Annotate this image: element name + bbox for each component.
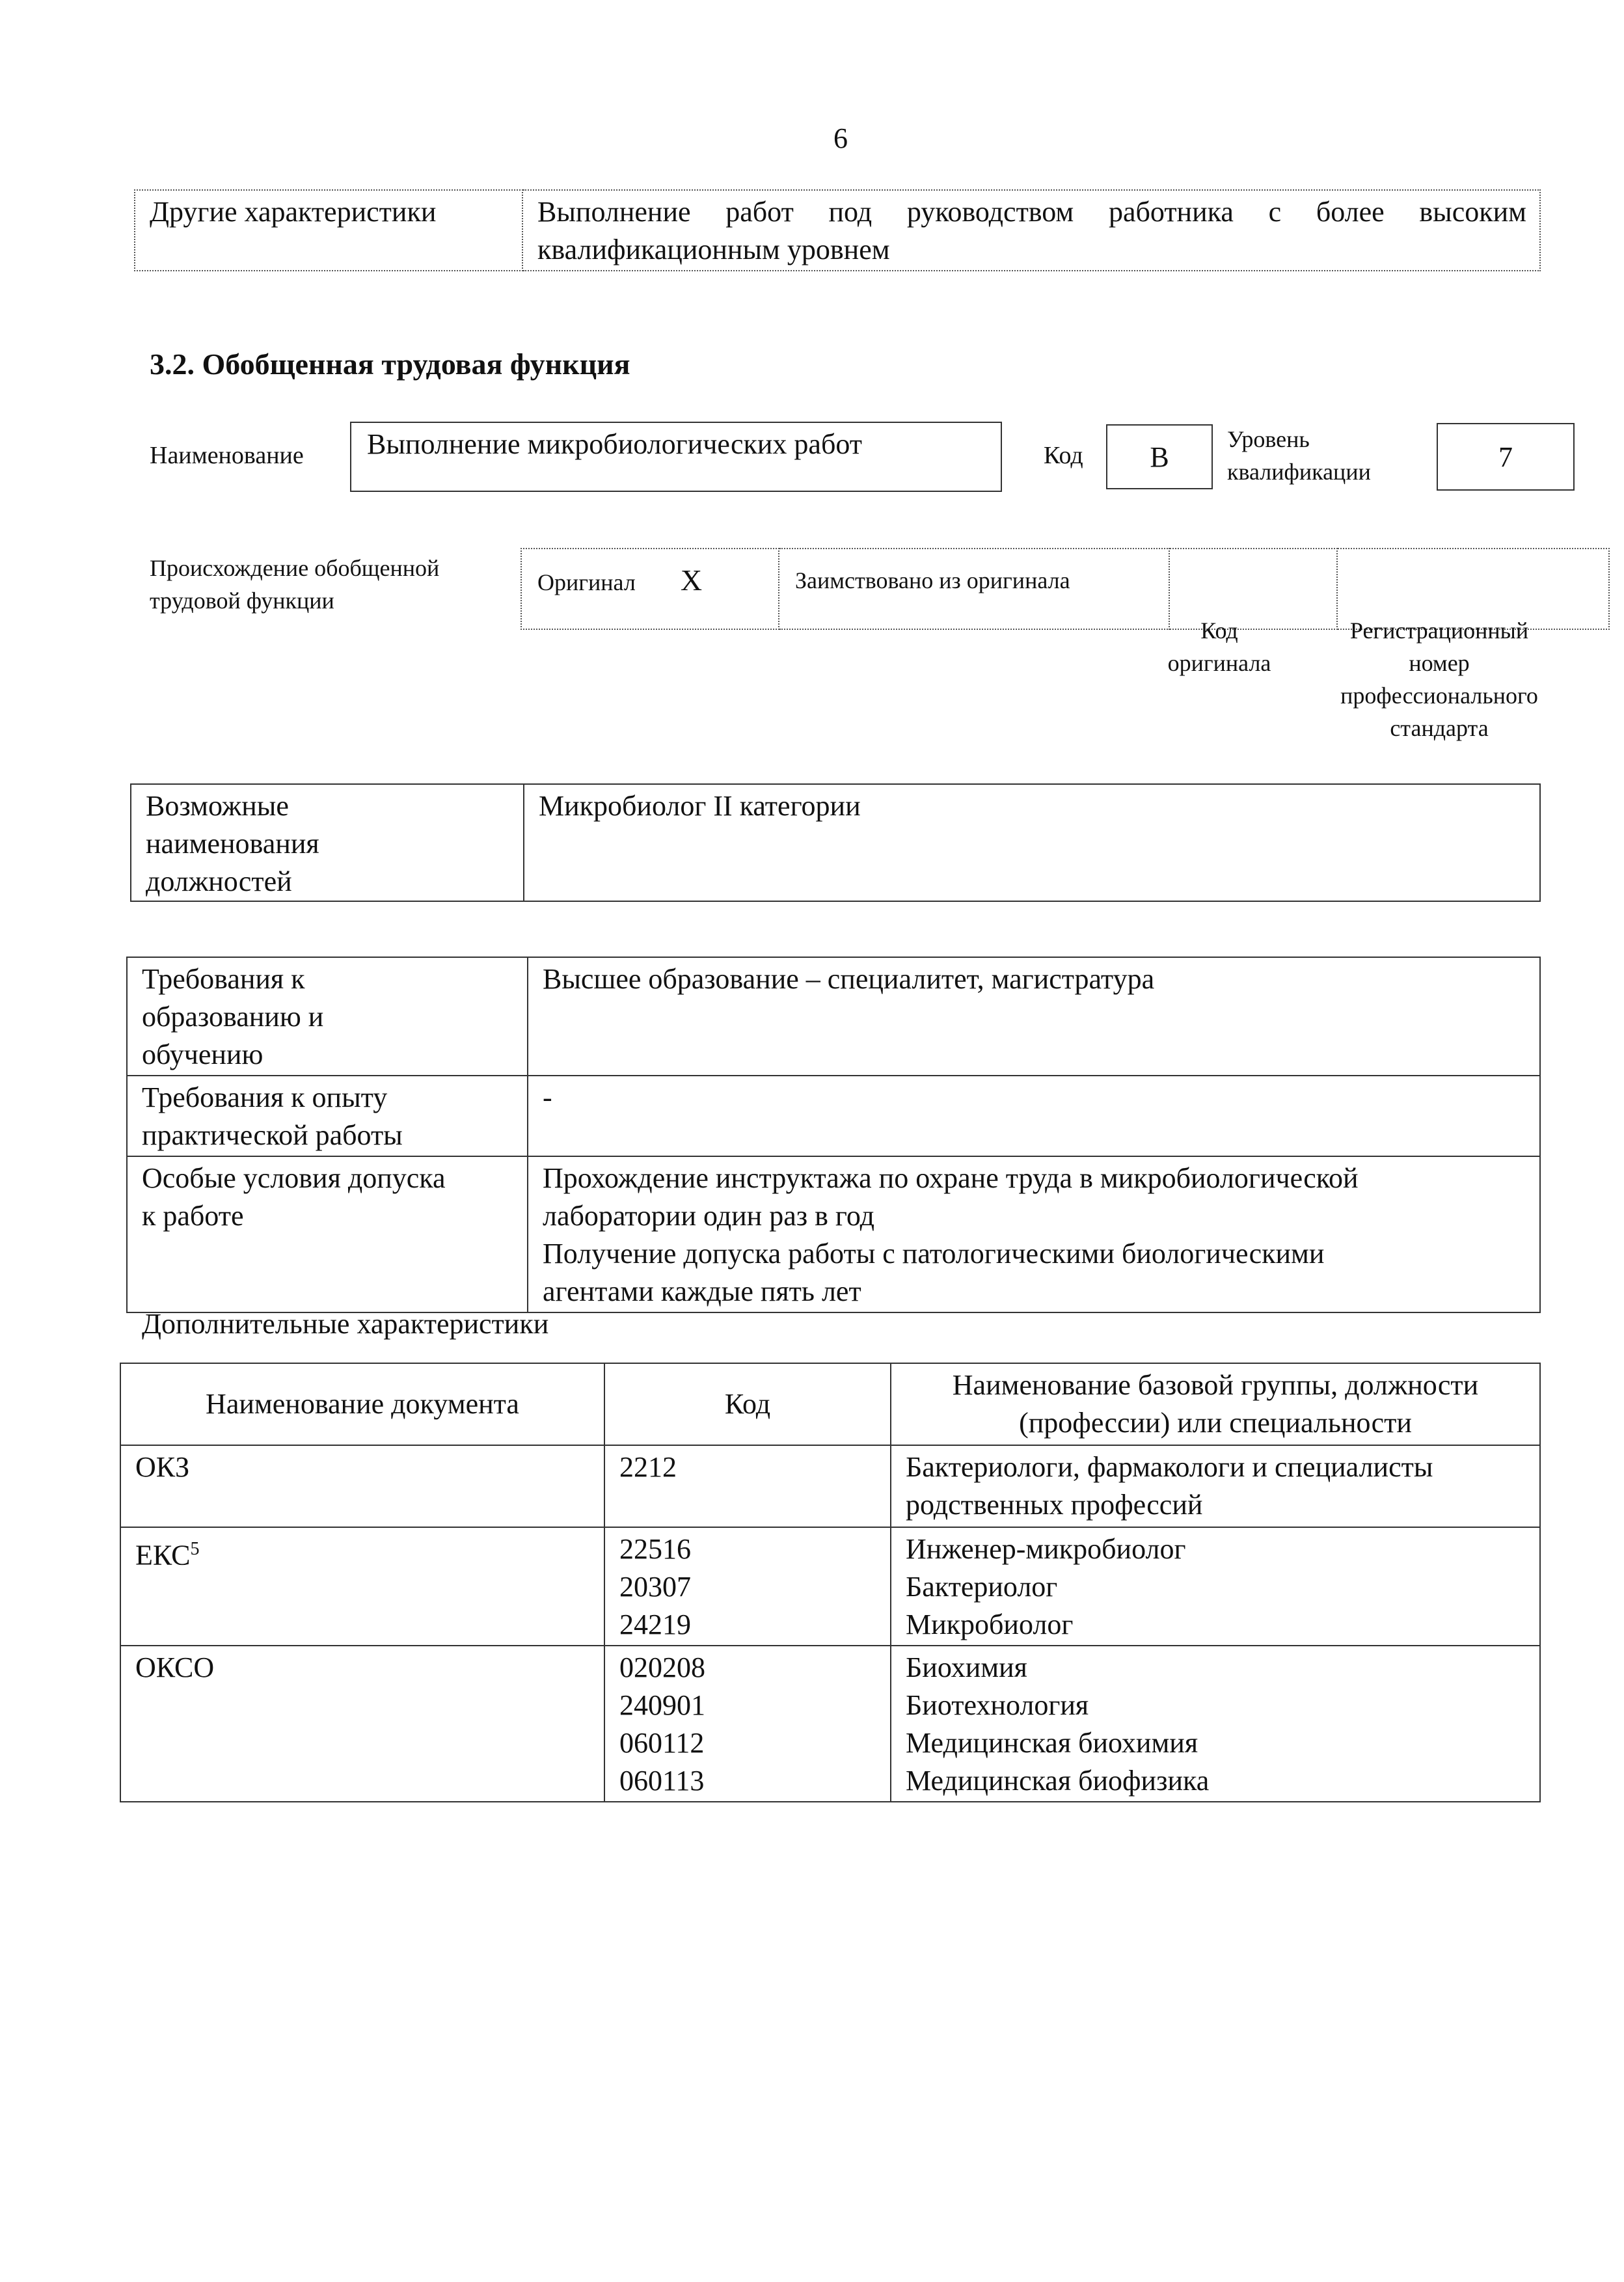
row-doc-text: ОКСО [135,1651,215,1683]
row-name: родственных профессий [906,1489,1203,1521]
requirements-value-line: - [543,1081,552,1113]
header-name-line1: Наименование базовой группы, должности [952,1369,1479,1401]
origin-original-mark: X [680,564,703,597]
row-name: Биотехнология [906,1689,1089,1721]
positions-label-line1: Возможные [146,790,289,822]
requirements-label-line: практической работы [142,1119,403,1151]
requirements-special-value [528,1156,1540,1312]
row-names [891,1527,1540,1646]
requirements-value-line: Получение допуска работы с патологическими биологическими [543,1238,1325,1270]
origin-code-caption [1136,614,1303,679]
positions-table [130,783,1541,902]
origin-borrowed-cell: Заимствовано из оригинала [779,549,1169,629]
header-name-line2: (профессии) или специальности [1019,1407,1412,1439]
code-value: В [1106,424,1213,489]
row-codes [604,1445,891,1527]
requirements-education-value [528,957,1540,1076]
header-doc: Наименование документа [120,1363,604,1445]
other-characteristics-table [134,189,1541,271]
other-characteristics-line2: квалификационным уровнем [537,234,890,265]
origin-label-line2: трудовой функции [150,588,334,614]
origin-label-line1: Происхождение обобщенной [150,555,440,581]
table-row [120,1646,1540,1802]
name-label: Наименование [150,442,304,469]
row-code: 24219 [619,1609,691,1640]
requirements-value-line: Прохождение инструктажа по охране труда в микробиологической [543,1162,1359,1194]
row-code: 060112 [619,1727,705,1759]
origin-reg-caption-line1: Регистрационный [1349,618,1529,644]
additional-header-row [120,1363,1540,1445]
name-value: Выполнение микробиологических работ [350,422,1002,492]
requirements-label-line: образованию и [142,1001,324,1033]
requirements-experience-value [528,1076,1540,1156]
row-name: Биохимия [906,1651,1027,1683]
row-codes [604,1646,891,1802]
row-names [891,1445,1540,1527]
row-code: 020208 [619,1651,705,1683]
origin-reg-caption-line3: профессионального [1340,683,1538,709]
row-doc [120,1527,604,1646]
origin-reg-caption-line4: стандарта [1390,715,1489,741]
requirements-label-line: Требования к опыту [142,1081,388,1113]
level-label-line2: квалификации [1227,459,1371,485]
row-name: Бактериологи, фармакологи и специалисты [906,1451,1433,1483]
origin-original-cell [521,549,779,629]
origin-code-caption-line1: Код [1200,618,1238,644]
row-doc-text: ЕКС [135,1539,191,1571]
row-name: Бактериолог [906,1571,1058,1603]
other-characteristics-label: Другие характеристики [135,190,522,271]
additional-title: Дополнительные характеристики [142,1308,549,1340]
code-label: Код [1044,442,1083,469]
requirements-special-label [127,1156,528,1312]
requirements-experience-label [127,1076,528,1156]
requirements-label-line: Особые условия допуска [142,1162,446,1194]
origin-label [150,552,439,617]
row-doc-text: ОКЗ [135,1451,190,1483]
requirements-row-experience [127,1076,1540,1156]
level-label-line1: Уровень [1227,426,1310,452]
other-characteristics-value [522,190,1540,271]
requirements-table [126,957,1541,1313]
requirements-value-line: агентами каждые пять лет [543,1275,861,1307]
requirements-row-education [127,957,1540,1076]
row-name: Микробиолог [906,1609,1074,1640]
requirements-label-line: обучению [142,1039,264,1070]
section-title: 3.2. Обобщенная трудовая функция [150,347,630,381]
positions-label-line2: наименования [146,828,319,860]
row-doc [120,1445,604,1527]
table-row [120,1527,1540,1646]
page-number: 6 [833,122,848,154]
other-characteristics-line1: Выполнение работ под руководством работника с более высоким [537,196,1526,228]
requirements-value-line: лаборатории один раз в год [543,1200,874,1232]
header-code: Код [604,1363,891,1445]
row-code: 2212 [619,1451,677,1483]
row-code: 060113 [619,1765,705,1797]
row-names [891,1646,1540,1802]
origin-original-label: Оригинал [537,569,636,595]
level-label [1227,423,1371,488]
row-code: 20307 [619,1571,691,1603]
table-row [120,1445,1540,1527]
row-codes [604,1527,891,1646]
additional-table [120,1363,1541,1802]
origin-reg-caption-line2: номер [1409,650,1470,676]
row-doc [120,1646,604,1802]
positions-label-line3: должностей [146,865,292,897]
origin-code-caption-line2: оригинала [1167,650,1271,676]
requirements-label-line: к работе [142,1200,244,1232]
requirements-row-special [127,1156,1540,1312]
requirements-label-line: Требования к [142,963,305,995]
positions-value: Микробиолог II категории [524,784,1540,901]
requirements-education-label [127,957,528,1076]
footnote-marker: 5 [190,1539,200,1559]
header-name [891,1363,1540,1445]
requirements-value-line: Высшее образование – специалитет, магистратура [543,963,1155,995]
level-value: 7 [1437,423,1575,491]
row-name: Медицинская биохимия [906,1727,1198,1759]
row-code: 22516 [619,1533,691,1565]
origin-reg-caption [1304,614,1575,744]
positions-label [131,784,524,901]
row-name: Инженер-микробиолог [906,1533,1186,1565]
row-name: Медицинская биофизика [906,1765,1210,1797]
row-code: 240901 [619,1689,705,1721]
